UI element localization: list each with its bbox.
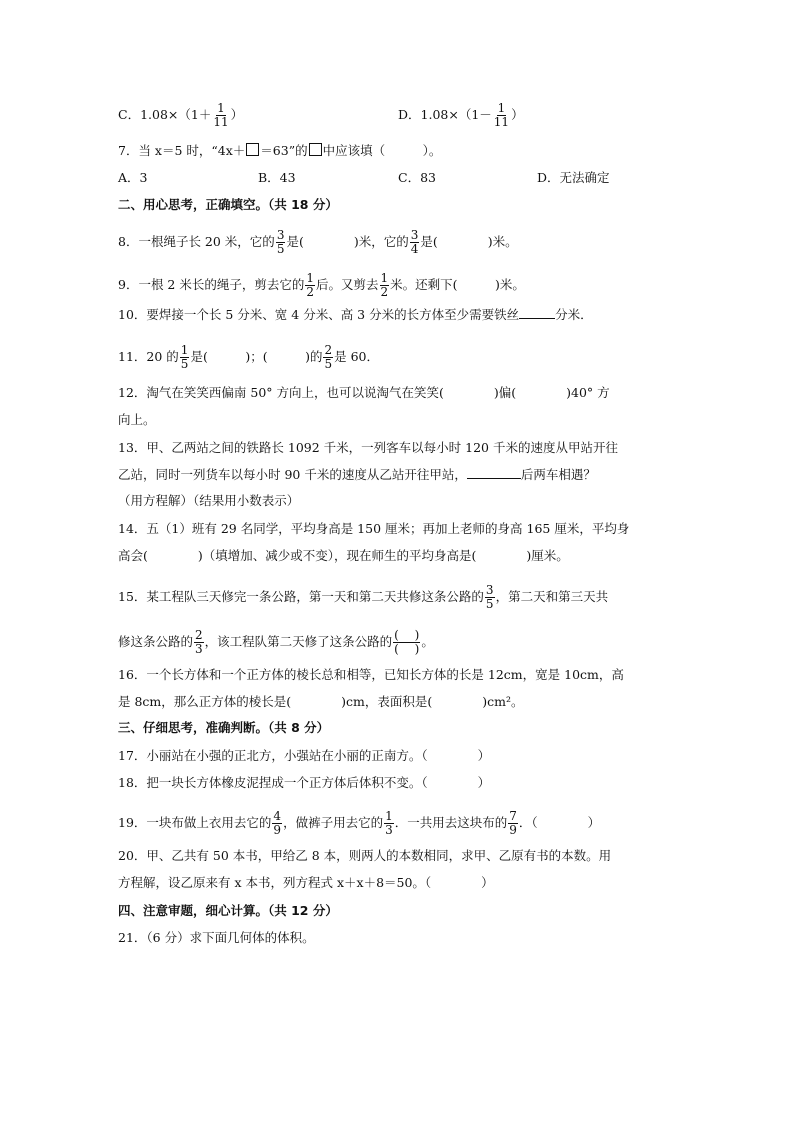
q7-option-d: D．无法确定 bbox=[537, 170, 610, 185]
question-10: 10．要焊接一个长 5 分米、宽 4 分米、高 3 分米的长方体至少需要铁丝 分米． bbox=[118, 307, 593, 322]
fraction: $\frac{7}{9}$ bbox=[509, 809, 517, 837]
question-11: 11．20 的 $\frac{1}{5}$ 是( )；( )的 $\frac{2}{5}$ 是 60． bbox=[118, 343, 379, 371]
question-13-line-2: 乙站，同时一列货车以每小时 90 千米的速度从乙站开往甲站， 后两车相遇？ bbox=[118, 467, 596, 482]
question-13-line-3: （用方程解）（结果用小数表示） bbox=[118, 493, 300, 508]
question-20-line-1: 20．甲、乙共有 50 本书，甲给乙 8 本，则两人的本数相同，求甲、乙原有书的本数。用 bbox=[118, 848, 612, 863]
q7-option-c: C．83 bbox=[398, 170, 436, 185]
question-9: 9．一根 2 米长的绳子，剪去它的 $\frac{1}{2}$ 后。又剪去 $\frac{1}{2}$ 米。还剩下( )米。 bbox=[118, 271, 525, 299]
q6-option-d: D．1.08×（1－ $\frac{1}{11}$ ） bbox=[398, 101, 524, 129]
q7-option-a: A．3 bbox=[118, 170, 148, 185]
answer-fraction-blank: $\frac{( )}{( )}$ bbox=[394, 628, 420, 656]
question-14-line-2: 高会( )（填增加、减少或不变），现在师生的平均身高是( )厘米。 bbox=[118, 548, 569, 563]
question-7: 7．当 x＝5 时，“4x＋ ＝63”的 中应该填（ ）。 bbox=[118, 143, 442, 158]
fraction: $\frac{3}{4}$ bbox=[410, 228, 419, 256]
question-20-line-2: 方程解，设乙原来有 x 本书，列方程式 x＋x＋8＝50。（ ） bbox=[118, 875, 494, 890]
q7-option-b: B．43 bbox=[258, 170, 296, 185]
question-13-line-1: 13．甲、乙两站之间的铁路长 1092 千米，一列客车以每小时 120 千米的速度从甲站开往 bbox=[118, 440, 618, 455]
fraction: $\frac{1}{2}$ bbox=[380, 271, 389, 299]
blank-square-icon bbox=[246, 143, 259, 156]
answer-blank bbox=[519, 306, 555, 319]
question-12-line-2: 向上。 bbox=[118, 412, 156, 427]
fraction: $\frac{1}{11}$ bbox=[493, 101, 510, 129]
fraction: $\frac{1}{11}$ bbox=[213, 101, 229, 129]
question-18: 18．把一块长方体橡皮泥捏成一个正方体后体积不变。（ ） bbox=[118, 775, 491, 790]
answer-blank bbox=[467, 466, 521, 479]
question-17: 17．小丽站在小强的正北方，小强站在小丽的正南方。（ ） bbox=[118, 748, 491, 763]
question-21: 21．（6 分）求下面几何体的体积。 bbox=[118, 930, 315, 945]
question-19: 19．一块布做上衣用去它的 $\frac{4}{9}$ ，做裤子用去它的 $\frac{1}{3}$ ．一共用去这块布的 $\frac{7}{9}$ ．（ ） bbox=[118, 809, 601, 837]
q6-option-c: C．1.08×（1＋ $\frac{1}{11}$ ） bbox=[118, 101, 244, 129]
question-14-line-1: 14．五（1）班有 29 名同学，平均身高是 150 厘米；再加上老师的身高 165 厘米，平均身 bbox=[118, 521, 630, 536]
section-2-heading: 二、用心思考，正确填空。（共 18 分） bbox=[118, 197, 338, 212]
question-16-line-2: 是 8cm，那么正方体的棱长是( )cm，表面积是( )cm²。 bbox=[118, 694, 524, 709]
fraction: $\frac{3}{5}$ bbox=[485, 583, 494, 611]
question-8: 8．一根绳子长 20 米，它的 $\frac{3}{5}$ 是( )米，它的 $\frac{3}{4}$ 是( )米。 bbox=[118, 228, 518, 256]
question-15-line-2: 修这条公路的 $\frac{2}{3}$ ，该工程队第二天修了这条公路的 $\frac{( )}{( )}$ 。 bbox=[118, 628, 434, 656]
fraction: $\frac{3}{5}$ bbox=[276, 228, 285, 256]
blank-square-icon bbox=[309, 143, 322, 156]
fraction: $\frac{4}{9}$ bbox=[273, 809, 282, 837]
section-3-heading: 三、仔细思考，准确判断。（共 8 分） bbox=[118, 720, 330, 735]
question-16-line-1: 16．一个长方体和一个正方体的棱长总和相等，已知长方体的长是 12cm，宽是 10cm，高 bbox=[118, 667, 624, 682]
question-15-line-1: 15．某工程队三天修完一条公路，第一天和第二天共修这条公路的 $\frac{3}{5}$ ，第二天和第三天共 bbox=[118, 583, 609, 611]
fraction: $\frac{1}{3}$ bbox=[385, 809, 393, 837]
fraction: $\frac{1}{5}$ bbox=[180, 343, 189, 371]
fraction: $\frac{2}{3}$ bbox=[195, 628, 203, 656]
fraction: $\frac{2}{5}$ bbox=[324, 343, 333, 371]
question-12-line-1: 12．淘气在笑笑西偏南 50° 方向上，也可以说淘气在笑笑( )偏( )40° 方 bbox=[118, 385, 610, 400]
section-4-heading: 四、注意审题，细心计算。（共 12 分） bbox=[118, 903, 338, 918]
fraction: $\frac{1}{2}$ bbox=[306, 271, 314, 299]
